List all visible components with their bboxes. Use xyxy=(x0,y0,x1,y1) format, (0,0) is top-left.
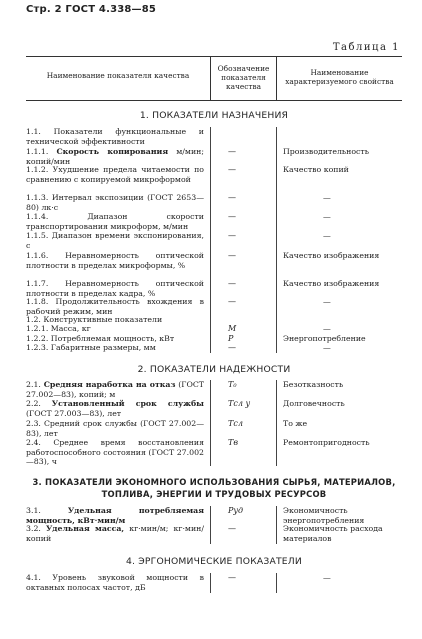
header-bottom-rule xyxy=(26,100,402,101)
indicator-name-text: 2.4. Среднее время восстановления работоспособного состояния (ГОСТ 27.002—83), ч xyxy=(26,438,204,467)
indicator-name-bold: Средняя наработка на отказ xyxy=(43,380,176,389)
indicator-name-text: 4.1. Уровень звуковой мощности в октавных полосах частот, дБ xyxy=(26,573,204,592)
indicator-property: — xyxy=(323,573,331,582)
indicator-name-text: 1.2.1. Масса, кг xyxy=(26,324,91,333)
indicator-name xyxy=(26,193,204,212)
indicator-property: Ремонтопригодность xyxy=(283,438,370,447)
indicator-property: Качество изображения xyxy=(283,251,380,260)
indicator-property: Качество копий xyxy=(283,165,349,174)
indicator-property: — xyxy=(323,297,331,306)
indicator-name xyxy=(26,524,204,543)
column-rule xyxy=(276,380,277,466)
indicator-name xyxy=(26,147,204,166)
indicator-name-text: 1.1.1. xyxy=(26,147,57,156)
section-title: 4. ЭРГОНОМИЧЕСКИЕ ПОКАЗАТЕЛИ xyxy=(126,556,302,567)
indicator-name-text: 2.1. xyxy=(26,380,44,389)
indicator-sign: — xyxy=(228,343,236,352)
indicator-sign: P xyxy=(228,334,234,343)
indicator-name-bold: Скорость копирования xyxy=(56,147,169,156)
indicator-name xyxy=(26,343,204,353)
indicator-property: Энергопотребление xyxy=(283,334,366,343)
indicator-name xyxy=(26,251,204,270)
indicator-name xyxy=(26,380,204,399)
indicator-name xyxy=(26,297,204,316)
indicator-property: Экономичность энергопотребления xyxy=(283,506,365,525)
indicator-name xyxy=(26,506,204,525)
indicator-sign: — xyxy=(228,231,236,240)
indicator-property: Долговечность xyxy=(283,399,345,408)
column-rule xyxy=(276,127,277,353)
column-header-name: Наименование показателя качества xyxy=(46,71,190,80)
indicator-name xyxy=(26,127,204,146)
indicator-name-text: 1.1.6. Неравномерность оптической плотности в пределах микроформы, % xyxy=(26,251,204,270)
indicator-name-text: 1.1.8. Продолжительность вхождения в рабочий режим, мин xyxy=(26,297,204,316)
column-rule xyxy=(210,506,211,544)
indicator-name-text: 1.2. Конструктивные показатели xyxy=(26,315,163,324)
indicator-sign: Tв xyxy=(228,438,238,447)
indicator-name-text: (ГОСТ 27.002—83), копий; м xyxy=(26,380,205,399)
indicator-sign: T₀ xyxy=(228,380,237,389)
indicator-property: Качество изображения xyxy=(283,279,380,288)
section-title: 3. ПОКАЗАТЕЛИ ЭКОНОМНОГО ИСПОЛЬЗОВАНИЯ СЫРЬЯ, МАТЕРИАЛОВ, ТОПЛИВА, ЭНЕРГИИ И ТРУДОВЫХ РЕСУРСОВ xyxy=(32,477,396,499)
indicator-name-text: м/мин; копий/мин xyxy=(26,147,204,166)
indicator-property: — xyxy=(323,193,331,202)
indicator-name-text: 3.1. xyxy=(26,506,68,515)
column-rule xyxy=(210,573,211,593)
indicator-property: Экономичность расхода материалов xyxy=(283,524,383,543)
indicator-property: — xyxy=(323,231,331,240)
indicator-property: Безотказность xyxy=(283,380,344,389)
indicator-name xyxy=(26,165,204,184)
indicator-sign: — xyxy=(228,524,236,533)
indicator-name xyxy=(26,231,204,250)
indicator-name-text: 1.1.7. Неравномерность оптической плотности в пределах кадра, % xyxy=(26,279,204,298)
indicator-name xyxy=(26,573,204,592)
page-header: Стр. 2 ГОСТ 4.338—85 xyxy=(26,4,157,15)
indicator-name-text: 1.1.2. Ухудшение предела читаемости по сравнению с копируемой микроформой xyxy=(26,165,204,184)
indicator-property: — xyxy=(323,324,331,333)
indicator-name-bold: Установленный срок службы xyxy=(51,399,204,408)
indicator-sign: — xyxy=(228,212,236,221)
indicator-name xyxy=(26,324,204,334)
indicator-name-text: 2.2. xyxy=(26,399,52,408)
indicator-name xyxy=(26,438,204,467)
indicator-sign: — xyxy=(228,165,236,174)
column-header-sign: Обозначение показателя качества xyxy=(217,64,270,91)
table-caption: Таблица 1 xyxy=(332,42,400,53)
column-rule xyxy=(210,127,211,353)
indicator-name-text: 1.1.5. Диапазон времени экспонирования, с xyxy=(26,231,204,250)
indicator-name-text: кг·мин/м; кг·мин/копий xyxy=(26,524,205,543)
indicator-sign: — xyxy=(228,251,236,260)
indicator-sign: — xyxy=(228,573,236,582)
indicator-sign: — xyxy=(228,279,236,288)
indicator-name-text: 1.1. Показатели функциональные и технической эффективности xyxy=(26,127,204,146)
indicator-name-text: 2.3. Средний срок службы (ГОСТ 27.002—83), лет xyxy=(26,419,204,438)
indicator-property: Производительность xyxy=(283,147,369,156)
indicator-sign: Tсл xyxy=(228,419,243,428)
indicator-name-bold: Удельная масса, xyxy=(45,524,125,533)
indicator-name xyxy=(26,279,204,298)
indicator-name-text: 1.1.3. Интервал экспозиции (ГОСТ 2653—80) лк·с xyxy=(26,193,204,212)
indicator-name-text: (ГОСТ 27.003—83), лет xyxy=(26,408,122,418)
indicator-name xyxy=(26,212,204,231)
column-rule xyxy=(210,380,211,466)
indicator-name-bold: Удельная потребляемая мощность, кВт·мин/м xyxy=(26,506,204,525)
column-header-property: Наименование характеризуемого свойства xyxy=(285,68,394,86)
indicator-sign: Tсл у xyxy=(228,399,251,408)
indicator-name-text: 1.1.4. Диапазон скорости транспортирования микроформ, м/мин xyxy=(26,212,204,231)
indicator-sign: — xyxy=(228,297,236,306)
indicator-name-text: 1.2.3. Габаритные размеры, мм xyxy=(26,343,156,352)
indicator-property: — xyxy=(323,212,331,221)
indicator-name xyxy=(26,419,204,438)
indicator-name-text: 3.2. xyxy=(26,524,46,533)
section-title: 1. ПОКАЗАТЕЛИ НАЗНАЧЕНИЯ xyxy=(139,110,289,121)
indicator-sign: — xyxy=(228,193,236,202)
column-rule xyxy=(276,573,277,593)
indicator-sign: — xyxy=(228,147,236,156)
indicator-name xyxy=(26,399,204,418)
column-rule xyxy=(276,506,277,544)
header-top-rule xyxy=(26,56,402,57)
indicator-property: — xyxy=(323,343,331,352)
indicator-sign: Pуд xyxy=(228,506,244,515)
indicator-sign: M xyxy=(228,324,237,333)
indicator-property: То же xyxy=(283,419,308,428)
indicator-name-text: 1.2.2. Потребляемая мощность, кВт xyxy=(26,334,175,343)
section-title: 2. ПОКАЗАТЕЛИ НАДЕЖНОСТИ xyxy=(137,364,291,375)
